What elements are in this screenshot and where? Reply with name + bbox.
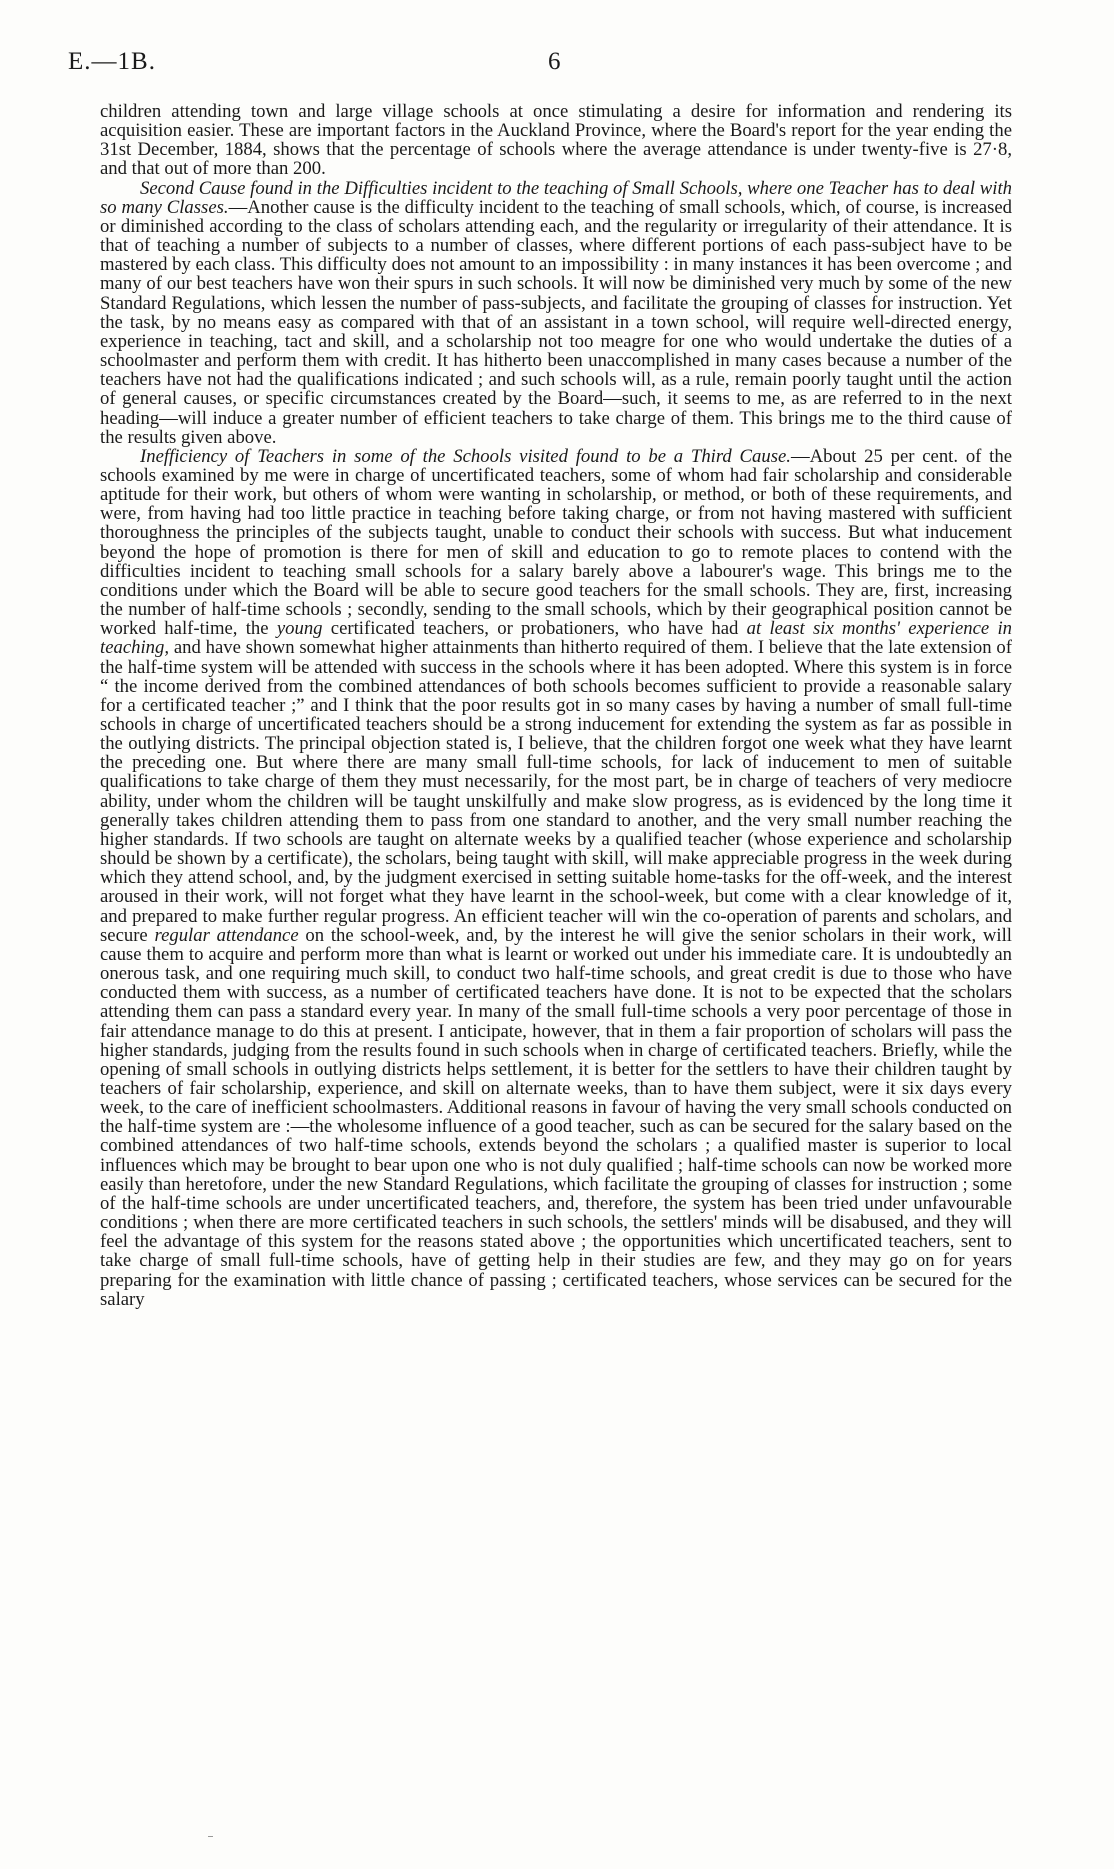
document-reference: E.—1B. [68, 48, 156, 75]
paragraph [100, 102, 1012, 179]
page-header [68, 48, 1068, 88]
italic-run: at least six months' experience in teaching, [100, 618, 1012, 659]
paragraph [100, 447, 1012, 1309]
page-number: 6 [548, 48, 561, 75]
italic-run: Inefficiency of Teachers in some of the Schools visited found to be a Third Cause. [140, 445, 791, 467]
text-run: on the school-week, and, by the interest he will give the senior scholars in their work, will cause them to acquire and perform more than what is learnt or worked out under his immediate care. It is undoubtedly an onerous task, and one requiring much skill, to conduct two half-time schools, and great credit is due to those who have conducted them with success, as a number of certificated teachers have done. It is not to be expected that the scholars attending them can pass a standard every year. In many of the small full-time schools a very poor percentage of those in fair attendance manage to do this at present. I anticipate, however, that in them a fair proportion of scholars will pass the higher standards, judging from the results found in such schools when in charge of certificated teachers. Briefly, while the opening of small schools in outlying districts helps settlement, it is better for the settlers to have their children taught by teachers of fair scholarship, experience, and skill on alternate weeks, than to have them subject, were it six days every week, to the care of inefficient schoolmasters. Additional reasons in favour of having the very small schools conducted on the half-time system are :—the wholesome influence of a good teacher, such as can be secured for the salary based on the combined attendances of two half-time schools, extends beyond the scholars ; a qualified master is superior to local influences which may be brought to bear upon one who is not duly qualified ; half-time schools can now be worked more easily than heretofore, under the new Standard Regulations, which facilitate the grouping of classes for instruction ; some of the half-time schools are under uncertificated teachers, and, therefore, the system has been tried under unfavourable conditions ; when there are more certificated teachers in such schools, the settlers' minds will be disabused, and they will feel the advantage of this system for the reasons stated above ; the opportunities which uncertificated teachers, sent to take charge of small full-time schools, have of getting help in their studies are few, and they may go on for years preparing for the examination with little chance of passing ; certificated teachers, whose services can be secured for the salary [100, 924, 1012, 1310]
scan-mark [208, 1836, 213, 1837]
body-text [100, 102, 1012, 1309]
text-run: —Another cause is the difficulty incident to the teaching of small schools, which, of course, is increased or diminished according to the class of scholars attending each, and the regularity or irregularity of their attendance. It is that of teaching a number of subjects to a number of classes, where different portions of each pass-subject have to be mastered by each class. This difficulty does not amount to an impossibility : in many instances it has been overcome ; and many of our best teachers have won their spurs in such schools. It will now be diminished very much by some of the new Standard Regulations, which lessen the number of pass-subjects, and facilitate the grouping of classes for instruction. Yet the task, by no means easy as compared with that of an assistant in a town school, will require well-directed energy, experience in teaching, tact and skill, and a scholarship not too meagre for one who would undertake the duties of a schoolmaster and perform them with credit. It has hitherto been unaccomplished in many cases because a number of the teachers have not had the qualifications indicated ; and such schools will, as a rule, remain poorly taught until the action of general causes, or specific circumstances created by the Board—such, it seems to me, as are referred to in the next heading—will induce a greater number of efficient teachers to take charge of them. This brings me to the third cause of the results given above. [100, 196, 1013, 448]
paragraph [100, 179, 1012, 447]
italic-run: regular attendance [154, 924, 299, 946]
text-run: —About 25 per cent. of the schools examined by me were in charge of uncertificated teachers, some of whom had fair scholarship and considerable aptitude for their work, but others of whom were wanting in scholarship, or method, or both of these requirements, and were, from having had too little practice in teaching before taking charge, or from not having mastered with sufficient thoroughness the principles of the subjects taught, unable to conduct their schools with success. But what inducement beyond the hope of promotion is there for men of skill and education to go to remote places to contend with the difficulties incident to teaching small schools for a salary barely above a labourer's wage. This brings me to the conditions under which the Board will be able to secure good teachers for the small schools. They are, first, increasing the number of half-time schools ; secondly, sending to the small schools, which by their geographical position cannot be worked half-time, the [100, 445, 1012, 640]
text-run: children attending town and large village schools at once stimulating a desire for information and rendering its acquisition easier. These are important factors in the Auckland Province, where the Board's report for the year ending the 31st December, 1884, shows that the percentage of schools where the average attendance is under twenty-five is 27·8, and that out of more than 200. [100, 101, 1012, 180]
italic-run: young [276, 618, 323, 640]
text-run: and have shown somewhat higher attainments than hitherto required of them. I believe that the late extension of the half-time system will be attended with success in the schools where it has been adopted. Where this system is in force “ the income derived from the combined attendances of both schools becomes sufficient to provide a reasonable salary for a certificated teacher ;” and I think that the poor results got in so many cases by having a number of small full-time schools in charge of uncertificated teachers should be a strong inducement for extending the system as far as possible in the outlying districts. The principal objection stated is, I believe, that the children forgot one week what they have learnt the preceding one. But where there are many small full-time schools, for lack of inducement to men of suitable qualifications to take charge of them they must necessarily, for the most part, be in charge of teachers of very mediocre ability, under whom the children will be taught unskilfully and make slow progress, as is evidenced by the long time it generally takes children attending them to pass from one standard to another, and the very small number reaching the higher standards. If two schools are taught on alternate weeks by a qualified teacher (whose experience and scholarship should be shown by a certificate), the scholars, being taught with skill, will make appreciable progress in the week during which they attend school, and, by the judgment exercised in setting suitable home-tasks for the off-week, and the interest aroused in their work, will not forget what they have learnt in the school-week, but come with a clear knowledge of it, and prepared to make further regular progress. An efficient teacher will win the co-operation of parents and scholars, and secure [100, 637, 1012, 946]
text-run: certificated teachers, or probationers, who have had [322, 618, 747, 640]
italic-run: Second Cause found in the Difficulties incident to the teaching of Small Schools, where one Teacher has to deal with so many Classes. [100, 177, 1012, 218]
